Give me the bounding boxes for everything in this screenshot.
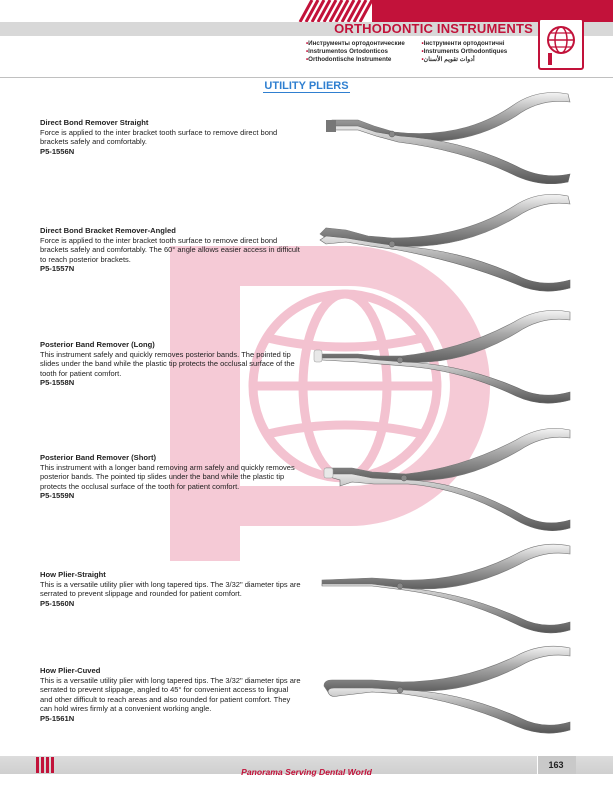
- product-name: Direct Bond Remover Straight: [40, 118, 149, 127]
- product-entry: [40, 340, 302, 388]
- product-description: This instrument safely and quickly removes posterior bands. The pointed tip slides under the band while the plastic tip protects the occlusal surface of the tooth for patient comfort.: [40, 349, 295, 378]
- product-code: P5-1560N: [40, 598, 75, 608]
- product-name: How Plier-Straight: [40, 570, 106, 579]
- product-name: Direct Bond Bracket Remover-Angled: [40, 226, 176, 235]
- plier-image: [312, 640, 582, 740]
- product-entry: [40, 666, 302, 723]
- plier-image: [312, 300, 582, 410]
- language-item: • Instruments Orthodontiques: [422, 48, 532, 55]
- product-entry: [40, 453, 302, 501]
- language-item: • Instrumentos Ortodonticos: [306, 48, 416, 55]
- product-code: P5-1561N: [40, 713, 75, 723]
- language-item: • Инструменты ортодонтические: [306, 40, 416, 47]
- header-stripes: [0, 0, 613, 22]
- footer-tagline: Panorama Serving Dental World: [241, 767, 372, 777]
- plier-image: [312, 84, 582, 184]
- product-entry: [40, 226, 302, 274]
- product-description: Force is applied to the inter bracket tooth surface to remove direct bond brackets safely and comfortably. The 60° angle allows easier access in difficult to reach posterior brackets.: [40, 235, 300, 264]
- globe-logo-icon: [540, 20, 582, 68]
- product-name: How Plier-Cuved: [40, 666, 101, 675]
- language-item: • Інструменти ортодонтичні: [422, 40, 532, 47]
- product-code: P5-1556N: [40, 146, 75, 156]
- product-code: P5-1558N: [40, 378, 75, 387]
- language-item: • Orthodontische Instrumente: [306, 56, 416, 63]
- product-name: Posterior Band Remover (Long): [40, 340, 155, 349]
- language-list: [306, 40, 531, 63]
- language-item: • أدوات تقويم الأسنان: [422, 56, 532, 63]
- product-entry: [40, 570, 302, 608]
- product-name: Posterior Band Remover (Short): [40, 453, 157, 462]
- product-description: This is a versatile utility plier with long tapered tips. The 3/32" diameter tips are serrated to prevent slippage and rounded for patient comfort.: [40, 579, 301, 598]
- page-number: 163: [548, 760, 564, 770]
- product-code: P5-1559N: [40, 491, 75, 500]
- product-description: This instrument with a longer band removing arm safely and quickly removes posterior bands. The pointed tip slides under the band while the plastic tip protects the occlusal surface of the tooth for patient comfort.: [40, 462, 295, 491]
- product-description: Force is applied to the inter bracket tooth surface to remove direct bond brackets safely and comfortably.: [40, 127, 278, 146]
- header-divider: [0, 77, 613, 78]
- section-title: UTILITY PLIERS: [264, 80, 349, 92]
- plier-image: [312, 416, 582, 540]
- plier-image: [312, 188, 582, 300]
- page-header-title: ORTHODONTIC INSTRUMENTS: [334, 21, 533, 36]
- plier-image: [312, 536, 582, 640]
- brand-logo: [538, 18, 584, 70]
- product-code: P5-1557N: [40, 264, 75, 273]
- product-description: This is a versatile utility plier with long tapered tips. The 3/32" diameter tips are serrated to prevent slippage, angled to 45° for convenient access to lingual and other difficult to reach areas and also rounded for patient comfort. They can hold wires firmly at a convenient working angle.: [40, 675, 301, 713]
- product-entry: [40, 118, 302, 156]
